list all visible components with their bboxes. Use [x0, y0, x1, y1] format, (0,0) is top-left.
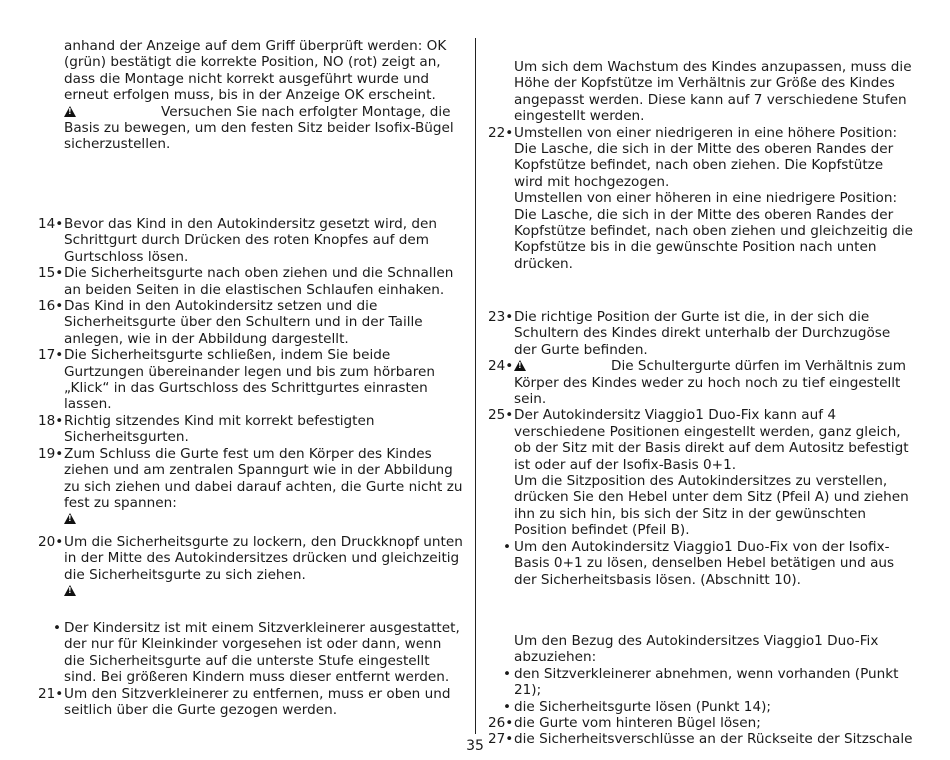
item-number: 22•: [488, 124, 514, 141]
item-number: 14•: [38, 216, 64, 232]
harness-position-section: [488, 309, 916, 588]
list-item: [38, 446, 466, 528]
item-text: Umstellen von einer niedrigeren in eine höhere Position: Die Lasche, die sich in der Mitte des oberen Randes der Kopfstütze befindet, nach oben ziehen. Die Kopfstütze wird mit hochgezogen.: [514, 124, 898, 190]
list-item: [38, 534, 466, 600]
list-item: [38, 413, 466, 446]
list-item: [38, 347, 466, 413]
list-item: [488, 539, 916, 588]
warning-triangle-icon: [64, 585, 76, 596]
item-number: 27•: [488, 731, 514, 748]
warning-triangle-icon: [64, 513, 76, 524]
installation-check-text: [38, 38, 466, 153]
list-item: [488, 666, 916, 699]
item-text: die Sicherheitsgurte lösen (Punkt 14);: [514, 698, 771, 715]
list-item: [488, 125, 916, 191]
item-text: Richtig sitzendes Kind mit korrekt befestigten Sicherheitsgurten.: [64, 412, 375, 446]
list-item: [38, 620, 466, 686]
warning-triangle-icon: [64, 106, 76, 117]
bullet: •: [503, 538, 512, 555]
item-text: Um den Sitzverkleinerer zu entfernen, muss er oben und seitlich über die Gurte gezogen werden.: [64, 685, 451, 719]
item-text: Die Sicherheitsgurte nach oben ziehen und die Schnallen an beiden Seiten in die elastischen Schlaufen einhaken.: [64, 265, 454, 298]
item-text: Die richtige Position der Gurte ist die, in der sich die Schultern des Kindes direkt unterhalb der Durchzugöse der Gurte befinden.: [514, 309, 891, 358]
paragraph: anhand der Anzeige auf dem Griff überprüft werden: OK (grün) bestätigt die korrekte Position, NO (rot) zeigt an, dass die Montage nicht korrekt ausgeführt wurde und erneut erfolgen muss, bis in der Anzeige OK erscheint.: [64, 38, 447, 104]
item-number: 17•: [38, 347, 64, 364]
column-divider: [475, 38, 476, 734]
list-item: [488, 309, 916, 358]
item-text: Bevor das Kind in den Autokindersitz gesetzt wird, den Schrittgurt durch Drücken des roten Knopfes auf dem Gurtschloss lösen.: [64, 216, 437, 265]
list-item: [38, 216, 466, 265]
list-item: [38, 298, 466, 347]
bullet: •: [503, 665, 512, 682]
item-number: 26•: [488, 715, 514, 732]
item-text: Das Kind in den Autokindersitz setzen und die Sicherheitsgurte über den Schultern und in der Taille anlegen, wie in der Abbildung dargestellt.: [64, 298, 423, 347]
item-text: Zum Schluss die Gurte fest um den Körper des Kindes ziehen und am zentralen Spanngurt wie in der Abbildung zu sich ziehen und dabei darauf achten, die Gurte nicht zu fest zu spannen:: [64, 445, 463, 511]
item-text: den Sitzverkleinerer abnehmen, wenn vorhanden (Punkt 21);: [514, 665, 899, 699]
item-text: Der Kindersitz ist mit einem Sitzverkleinerer ausgestattet, der nur für Kleinkinder vorgesehen ist oder dann, wenn die Sicherheitsgurte auf die unterste Stufe eingestellt sind. Bei größeren Kindern muss dieser entfernt werden.: [64, 620, 460, 686]
item-number: 23•: [488, 309, 514, 325]
item-number: 21•: [38, 685, 64, 702]
list-item: [488, 407, 916, 473]
item-number: 16•: [38, 298, 64, 315]
item-number: 19•: [38, 445, 64, 462]
harness-steps-list: [38, 216, 466, 528]
item-text: Der Autokindersitz Viaggio1 Duo-Fix kann auf 4 verschiedene Positionen eingestellt werden, ganz gleich, ob der Sitz mit der Basis direkt auf dem Autositz befestigt ist oder auf der Isofix-Basis 0+1.: [514, 407, 909, 473]
list-item: [38, 686, 466, 719]
item-text: Um den Autokindersitz Viaggio1 Duo-Fix von der Isofix-Basis 0+1 zu lösen, denselben Hebel betätigen und aus der Sicherheitsbasis lösen. (Abschnitt 10).: [514, 538, 895, 588]
cover-removal-section: [488, 633, 916, 748]
loosen-step: [38, 534, 466, 600]
paragraph: Umstellen von einer höheren in eine niedrigere Position: Die Lasche, die sich in der Mitte des oberen Randes der Kopfstütze befindet, nach oben ziehen und gleichzeitig die Kopfstütze bis in die gewünschte Position nach unten drücken.: [514, 190, 913, 272]
paragraph: Um die Sitzposition des Autokindersitzes zu verstellen, drücken Sie den Hebel unter dem Sitz (Pfeil A) und ziehen ihn zu sich hin, bis sich der Sitz in der gewünschten Position befindet (Pfeil B).: [514, 473, 909, 539]
warning-triangle-icon: [514, 360, 526, 371]
list-item: [38, 265, 466, 298]
item-number: 24•: [488, 358, 514, 375]
seat-reducer-section: [38, 620, 466, 718]
item-number: 18•: [38, 412, 64, 429]
list-item: [488, 699, 916, 715]
paragraph: Um sich dem Wachstum des Kindes anzupassen, muss die Höhe der Kopfstütze im Verhältnis zur Größe des Kindes angepasst werden. Diese kann auf 7 verschiedene Stufen eingestellt werden.: [514, 59, 912, 125]
bullet: •: [53, 620, 62, 636]
item-text: die Sicherheitsverschlüsse an der Rückseite der Sitzschale: [514, 731, 913, 748]
item-number: 25•: [488, 407, 514, 424]
list-item: [488, 358, 916, 407]
headrest-section: [488, 59, 916, 272]
item-number: 20•: [38, 534, 64, 550]
paragraph: Um den Bezug des Autokindersitzes Viaggio1 Duo-Fix abzuziehen:: [514, 633, 879, 666]
item-text: Um die Sicherheitsgurte zu lockern, den Druckknopf unten in der Mitte des Autokindersitzes drücken und gleichzeitig die Sicherheitsgurte zu sich ziehen.: [64, 534, 463, 583]
page-number: 35: [466, 738, 484, 754]
item-text: Die Schultergurte dürfen im Verhältnis zum Körper des Kindes weder zu hoch noch zu tief eingestellt sein.: [514, 358, 906, 408]
list-item: [488, 715, 916, 731]
bullet: •: [503, 698, 512, 715]
item-text: die Gurte vom hinteren Bügel lösen;: [514, 715, 761, 732]
warning-paragraph: [38, 104, 466, 153]
item-number: 15•: [38, 265, 64, 282]
warning-text: Versuchen Sie nach erfolgter Montage, die Basis zu bewegen, um den festen Sitz beider Isofix-Bügel sicherzustellen.: [64, 103, 454, 153]
item-text: Die Sicherheitsgurte schließen, indem Sie beide Gurtzungen übereinander legen und bis zum hörbaren „Klick“ in das Gurtschloss des Schrittgurtes einrasten lassen.: [64, 347, 435, 413]
